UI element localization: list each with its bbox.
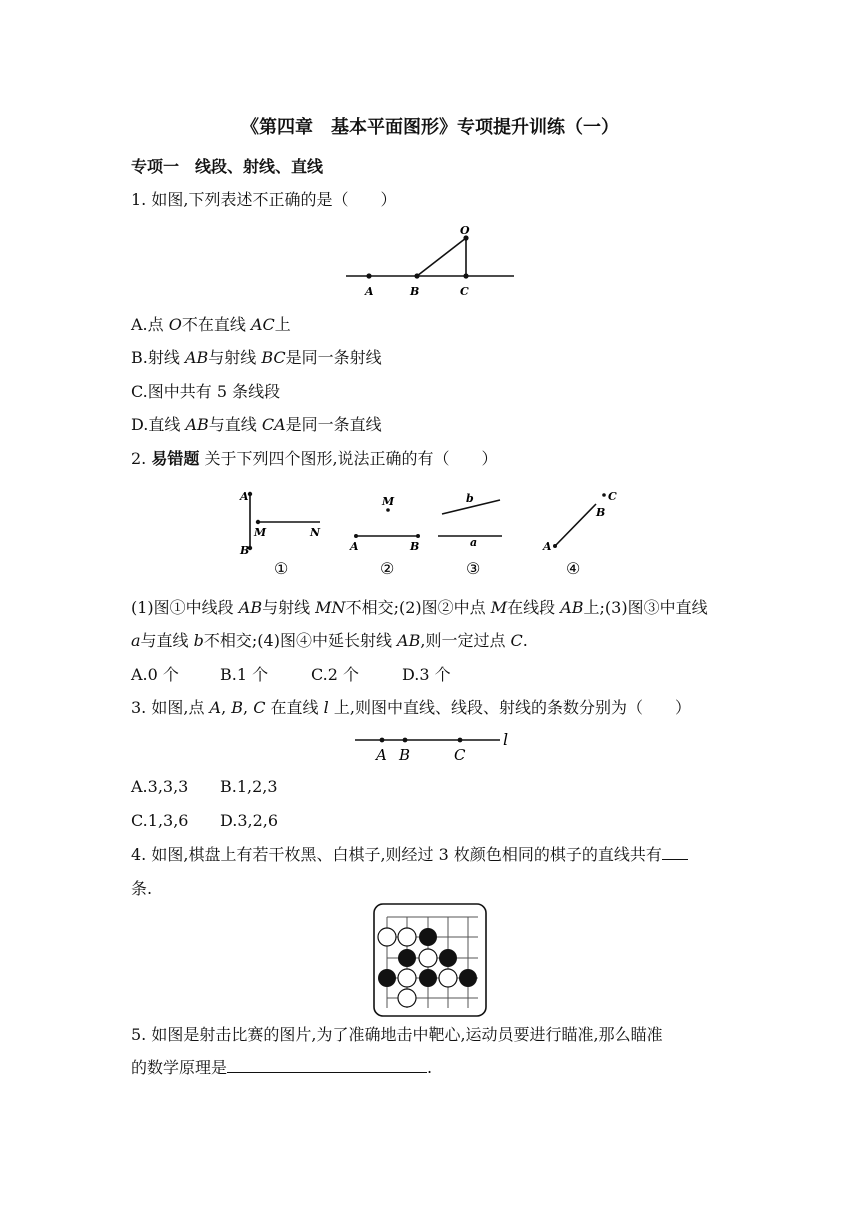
section-heading: 专项一 线段、射线、直线: [131, 157, 324, 176]
q2-option-b: B.1 个: [220, 665, 269, 684]
svg-text:②: ②: [380, 559, 395, 578]
svg-text:a: a: [470, 536, 478, 549]
q2-option-c: C.2 个: [311, 665, 360, 684]
go-board-figure: [373, 903, 487, 1017]
q2-statement-line1: (1)图①中线段 AB与射线 MN不相交;(2)图②中点 M在线段 AB上;(3)图③中直线: [131, 598, 708, 617]
q3-label-B: B: [399, 746, 411, 764]
q1-option-a: A.点 O不在直线 AC上: [131, 315, 291, 334]
q3-figure: [350, 728, 520, 768]
svg-text:B: B: [596, 506, 606, 519]
svg-text:b: b: [466, 492, 474, 505]
q2-figure-2: [349, 495, 420, 578]
svg-text:C: C: [608, 490, 617, 503]
svg-text:④: ④: [566, 559, 581, 578]
q2-stem: 2. 易错题 关于下列四个图形,说法正确的有（ ）: [131, 449, 498, 468]
q1-option-c: C.图中共有 5 条线段: [131, 382, 281, 401]
q1-label-O: O: [460, 224, 470, 237]
q3-option-c: C.1,3,6: [131, 811, 189, 830]
q2-option-a: A.0 个: [131, 665, 179, 684]
q4-stem-line1: 4. 如图,棋盘上有若干枚黑、白棋子,则经过 3 枚颜色相同的棋子的直线共有: [131, 845, 688, 865]
q4-stem-line2: 条.: [131, 879, 153, 898]
q5-answer-blank: [227, 1058, 427, 1073]
q2-figure-4: [542, 490, 617, 578]
page-title: 《第四章 基本平面图形》专项提升训练（一）: [241, 117, 619, 138]
q3-label-A: A: [376, 746, 387, 764]
svg-text:B: B: [410, 540, 420, 553]
q1-option-b: B.射线 AB与射线 BC是同一条射线: [131, 348, 382, 367]
q1-stem: 1. 如图,下列表述不正确的是（ ）: [131, 190, 397, 209]
q1-label-A: A: [365, 285, 374, 298]
q3-option-b: B.1,2,3: [220, 777, 278, 796]
q2-statement-line2: a与直线 b不相交;(4)图④中延长射线 AB,则一定过点 C.: [131, 631, 528, 650]
q2-figure-3: [438, 492, 502, 578]
svg-text:M: M: [254, 526, 267, 539]
svg-text:①: ①: [274, 559, 289, 578]
q1-label-B: B: [410, 285, 420, 298]
svg-text:A: A: [240, 490, 249, 503]
q5-stem-line2: 的数学原理是 .: [131, 1058, 433, 1077]
q5-stem-line1: 5. 如图是射击比赛的图片,为了准确地击中靶心,运动员要进行瞄准,那么瞄准: [131, 1025, 663, 1044]
q2-option-d: D.3 个: [402, 665, 451, 684]
q1-figure: [340, 222, 520, 302]
q3-label-C: C: [454, 746, 466, 764]
svg-text:③: ③: [466, 559, 481, 578]
q1-option-d: D.直线 AB与直线 CA是同一条直线: [131, 415, 382, 434]
q2-tag: 易错题: [151, 449, 200, 468]
q4-answer-blank: [662, 845, 688, 860]
q3-stem: 3. 如图,点 A, B, C 在直线 l 上,则图中直线、线段、射线的条数分别为（ ）: [131, 698, 691, 717]
svg-text:N: N: [310, 526, 321, 539]
svg-text:B: B: [240, 544, 250, 557]
q2-figure-1: [239, 490, 321, 578]
q1-label-C: C: [460, 285, 469, 298]
q3-label-l: l: [503, 730, 509, 749]
q3-option-a: A.3,3,3: [131, 777, 189, 796]
q2-figures: [230, 484, 630, 584]
svg-text:A: A: [350, 540, 359, 553]
q3-option-d: D.3,2,6: [220, 811, 279, 830]
svg-text:A: A: [543, 540, 552, 553]
svg-text:M: M: [382, 495, 395, 508]
